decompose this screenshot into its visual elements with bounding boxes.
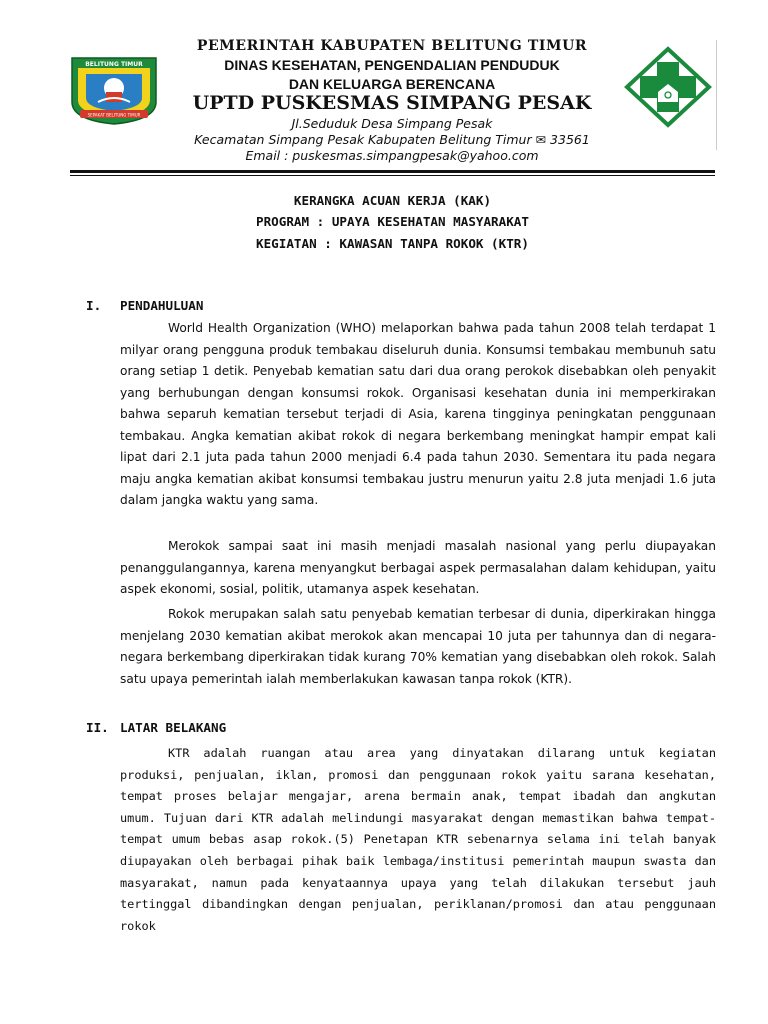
header-dept-line1: DINAS KESEHATAN, PENGENDALIAN PENDUDUK <box>224 57 560 73</box>
section-1-paragraph-2: Merokok sampai saat ini masih menjadi masalah nasional yang perlu diupayakan penanggulangannya, karena menyangkut berbagai aspek permasalahan dalam kehidupan, yaitu aspek ekonomi, sosial, politik, utamanya aspek kesehatan. <box>120 539 716 596</box>
header-unit: UPTD PUSKESMAS SIMPANG PESAK <box>192 92 592 114</box>
section-1-number: I. <box>86 298 102 313</box>
section-1-paragraph-3: Rokok merupakan salah satu penyebab kematian terbesar di dunia, diperkirakan hingga menjelang 2030 kematian akibat merokok akan mencapai 10 juta per tahunnya dan di negara-negara berkembang diperkirakan tidak kurang 70% kematian yang disebabkan oleh rokok. Salah satu upaya pemerintah ialah memberlakukan kawasan tanpa rokok (KTR). <box>120 607 716 686</box>
header-email: Email : puskesmas.simpangpesak@yahoo.com <box>245 148 539 163</box>
header-gov: PEMERINTAH KABUPATEN BELITUNG TIMUR <box>196 38 588 54</box>
header-rule-thick <box>70 170 715 173</box>
header-address2: Kecamatan Simpang Pesak Kabupaten Belitung Timur ✉ 33561 <box>194 132 590 147</box>
doc-title-2: PROGRAM : UPAYA KESEHATAN MASYARAKAT <box>256 214 529 229</box>
logo-left-top-text: BELITUNG TIMUR <box>85 61 143 68</box>
belitung-timur-emblem-icon <box>68 54 160 126</box>
header-address1: Jl.Seduduk Desa Simpang Pesak <box>291 116 493 131</box>
section-2-number: II. <box>86 720 109 735</box>
doc-title-3: KEGIATAN : KAWASAN TANPA ROKOK (KTR) <box>256 236 529 251</box>
section-2-title: LATAR BELAKANG <box>120 720 227 735</box>
header-dept-line2: DAN KELUARGA BERENCANA <box>288 76 496 92</box>
page-edge-line <box>716 40 717 150</box>
header-rule-thin <box>70 175 715 176</box>
section-1-paragraph-1: World Health Organization (WHO) melaporkan bahwa pada tahun 2008 telah terdapat 1 milyar orang pengguna produk tembakau diseluruh dunia. Konsumsi tembakau membunuh satu orang setiap 1 detik. Penyebab kematian satu dari dua orang perokok disebabkan oleh penyakit yang berhubungan dengan konsumsi rokok. Organisasi kesehatan dunia ini memperkirakan bahwa separuh kematian tersebut terjadi di Asia, karena tingginya peningkatan penggunaan tembakau. Angka kematian akibat rokok di negara berkembang meningkat hampir empat kali lipat dari 2.1 juta pada tahun 2000 menjadi 6.4 pada tahun 2030. Sementara itu pada negara maju angka kematian akibat konsumsi tembakau justru menurun yaitu 2.8 juta menjadi 1.6 juta dalam jangka waktu yang sama. <box>120 321 716 507</box>
puskesmas-cross-icon <box>624 46 712 128</box>
section-2-paragraph-1: KTR adalah ruangan atau area yang dinyatakan dilarang untuk kegiatan produksi, penjualan, iklan, promosi dan penggunaan rokok yaitu sarana kesehatan, tempat proses belajar mengajar, arena bermain anak, tempat ibadah dan angkutan umum. Tujuan dari KTR adalah melindungi masyarakat dengan memastikan bahwa tempat-tempat umum bebas asap rokok.(5) Penetapan KTR sebenarnya selama ini telah banyak diupayakan oleh berbagai pihak baik lembaga/institusi pemerintah maupun swasta dan masyarakat, namun pada kenyataannya upaya yang telah dilakukan tersebut jauh tertinggal dibandingkan dengan penjualan, periklanan/promosi dan atau penggunaan rokok <box>120 746 716 933</box>
doc-title-1: KERANGKA ACUAN KERJA (KAK) <box>293 193 492 208</box>
logo-left-bottom-text: SEPAKAT BELITUNG TIMUR <box>87 112 141 118</box>
section-1-title: PENDAHULUAN <box>120 298 204 313</box>
